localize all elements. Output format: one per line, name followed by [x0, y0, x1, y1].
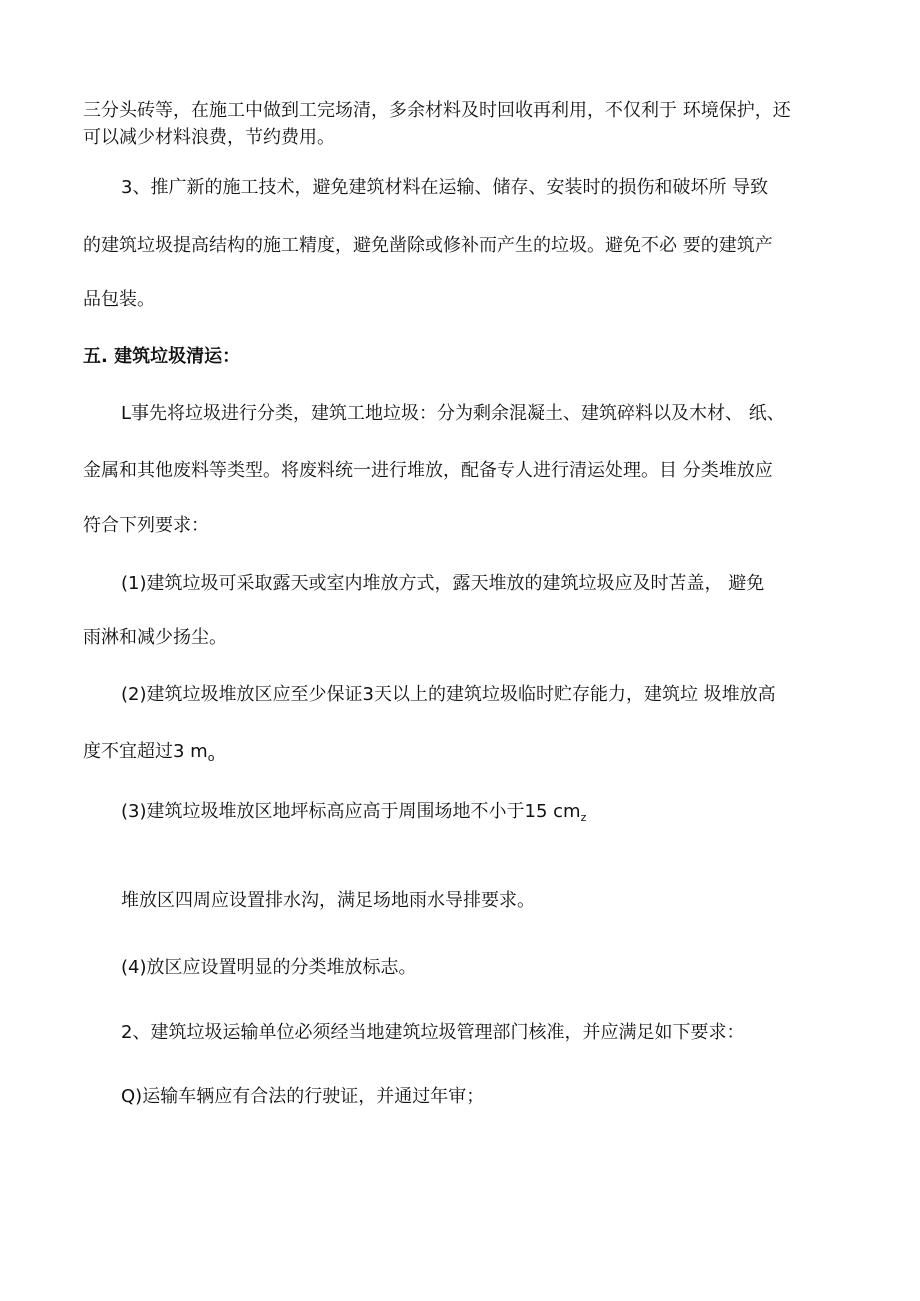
paragraph-1-line-2: 可以减少材料浪费，节约费用。 — [83, 127, 335, 148]
paragraph-3-line-2: 金属和其他废料等类型。将废料统一进行堆放，配备专人进行清运处理。目 分类堆放应 — [83, 460, 773, 481]
item-3-line-1-subscript: z — [580, 811, 587, 824]
item-2-line-2-text: 度不宜超过3 m — [83, 741, 208, 762]
section-heading: 五. 建筑垃圾清运： — [83, 346, 241, 367]
paragraph-1-line-1: 三分头砖等，在施工中做到工完场清，多余材料及时回收再利用，不仅利于 环境保护，还 — [83, 100, 791, 121]
item-2-line-1: (2)建筑垃圾堆放区应至少保证3天以上的建筑垃圾临时贮存能力，建筑垃 圾堆放高 — [121, 684, 776, 705]
paragraph-3-line-1: L事先将垃圾进行分类，建筑工地垃圾：分为剩余混凝土、建筑碎料以及木材、 纸、 — [121, 403, 785, 424]
paragraph-3-line-3: 符合下列要求： — [83, 515, 209, 536]
item-4: (4)放区应设置明显的分类堆放标志。 — [121, 957, 417, 978]
item-3-line-1 — [121, 800, 586, 830]
paragraph-2-line-1: 3、推广新的施工技术，避免建筑材料在运输、储存、安装时的损伤和破坏所 导致 — [121, 177, 769, 198]
paragraph-5: 2、建筑垃圾运输单位必须经当地建筑垃圾管理部门核准，并应满足如下要求： — [121, 1022, 745, 1043]
item-2-line-2 — [83, 740, 214, 770]
item-3-line-1-text: (3)建筑垃圾堆放区地坪标高应高于周围场地不小于15 cm — [121, 801, 581, 822]
item-2-line-2-subscript: o — [207, 751, 215, 764]
item-1-line-1: (1)建筑垃圾可采取露天或室内堆放方式，露天堆放的建筑垃圾应及时苫盖， 避免 — [121, 573, 765, 594]
item-q: Q)运输车辆应有合法的行驶证，并通过年审； — [121, 1086, 485, 1107]
paragraph-2-line-2: 的建筑垃圾提高结构的施工精度，避免凿除或修补而产生的垃圾。避免不必 要的建筑产 — [83, 235, 773, 256]
paragraph-2-line-3: 品包装。 — [83, 289, 155, 310]
paragraph-4: 堆放区四周应设置排水沟，满足场地雨水导排要求。 — [121, 890, 535, 911]
item-1-line-2: 雨淋和减少扬尘。 — [83, 627, 227, 648]
